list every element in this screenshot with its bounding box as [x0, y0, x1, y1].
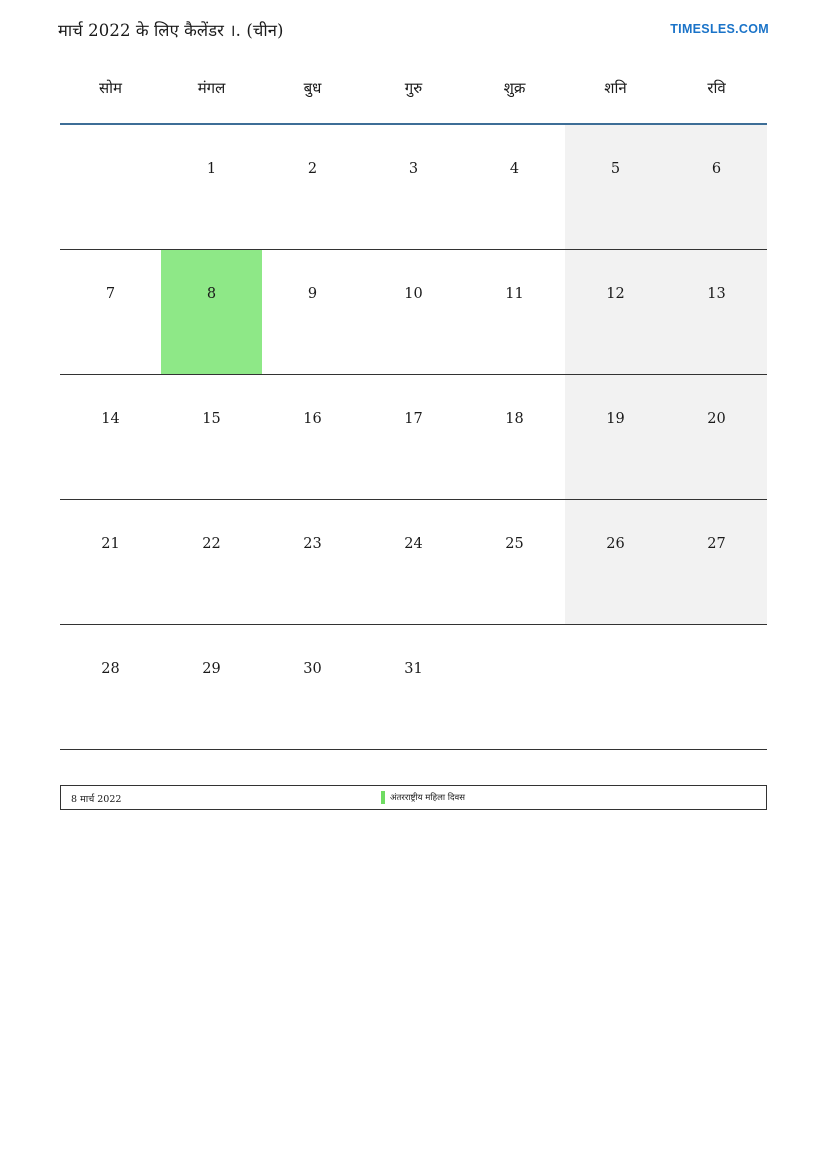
day-cell[interactable]	[60, 499, 161, 624]
calendar-header-row	[60, 78, 767, 124]
day-number: 30	[303, 660, 322, 677]
day-number: 8	[206, 285, 217, 302]
weekday-header-thu: गुरु	[404, 79, 423, 97]
day-cell[interactable]	[464, 374, 565, 499]
day-cell[interactable]	[363, 374, 464, 499]
day-number	[666, 625, 767, 661]
day-cell[interactable]	[161, 499, 262, 624]
legend-box	[60, 785, 767, 810]
day-cell[interactable]	[363, 624, 464, 749]
calendar-body	[60, 124, 767, 749]
day-number: 19	[606, 410, 625, 427]
day-number: 16	[303, 410, 322, 427]
legend-color-swatch	[381, 791, 385, 804]
page-header	[0, 18, 827, 52]
day-cell[interactable]	[464, 499, 565, 624]
day-number: 29	[202, 660, 221, 677]
day-cell-weekend[interactable]	[565, 124, 666, 249]
day-number: 9	[307, 285, 318, 302]
weekday-header-fri: शुक्र	[503, 79, 526, 97]
day-cell[interactable]	[60, 624, 161, 749]
day-cell[interactable]	[363, 499, 464, 624]
calendar-week-row	[60, 374, 767, 499]
weekday-header-sat: शनि	[604, 79, 627, 97]
page-title: मार्च 2022 के लिए कैलेंडर ।. (चीन)	[58, 21, 284, 40]
day-number: 20	[707, 410, 726, 427]
day-cell[interactable]	[262, 374, 363, 499]
day-cell[interactable]	[363, 249, 464, 374]
day-number: 28	[101, 660, 120, 677]
day-number: 2	[307, 161, 318, 177]
weekday-header-mon: सोम	[99, 79, 122, 97]
day-cell-weekend[interactable]	[666, 374, 767, 499]
day-cell[interactable]	[262, 124, 363, 249]
day-cell-highlighted[interactable]	[161, 249, 262, 374]
day-number: 14	[101, 410, 120, 427]
day-cell[interactable]	[60, 374, 161, 499]
calendar-week-row	[60, 249, 767, 374]
day-number: 12	[606, 285, 625, 302]
day-number: 4	[509, 161, 520, 177]
day-cell[interactable]	[262, 624, 363, 749]
day-cell-weekend[interactable]	[565, 374, 666, 499]
day-cell-weekend[interactable]	[565, 499, 666, 624]
day-cell[interactable]	[161, 124, 262, 249]
day-cell[interactable]	[464, 249, 565, 374]
day-cell[interactable]	[161, 624, 262, 749]
day-number: 27	[707, 535, 726, 552]
day-number: 21	[101, 535, 120, 552]
day-number	[464, 625, 565, 661]
day-cell[interactable]	[60, 124, 161, 249]
weekday-header-wed: बुध	[303, 79, 322, 97]
weekday-header-tue: मंगल	[197, 79, 226, 97]
day-number	[60, 125, 161, 161]
day-cell[interactable]	[464, 124, 565, 249]
day-number: 31	[404, 660, 423, 677]
day-number: 3	[408, 161, 419, 177]
day-number: 7	[105, 285, 116, 302]
day-number: 24	[404, 535, 423, 552]
day-number: 23	[303, 535, 322, 552]
day-number: 17	[404, 410, 423, 427]
calendar-table	[60, 78, 767, 750]
day-number: 6	[711, 161, 722, 177]
day-cell-weekend[interactable]	[666, 499, 767, 624]
legend-entry-label: अंतरराष्ट्रीय महिला दिवस	[390, 793, 465, 803]
day-cell[interactable]	[363, 124, 464, 249]
day-cell[interactable]	[464, 624, 565, 749]
day-cell[interactable]	[262, 499, 363, 624]
day-cell[interactable]	[666, 624, 767, 749]
day-cell-weekend[interactable]	[565, 249, 666, 374]
day-number: 26	[606, 535, 625, 552]
legend-entry	[381, 791, 465, 804]
day-cell-weekend[interactable]	[666, 249, 767, 374]
calendar-week-row	[60, 124, 767, 249]
day-number: 5	[610, 161, 621, 177]
day-cell-weekend[interactable]	[666, 124, 767, 249]
day-number: 1	[206, 161, 217, 177]
day-number: 18	[505, 410, 524, 427]
calendar-week-row	[60, 624, 767, 749]
weekday-header-sun: रवि	[707, 79, 726, 97]
day-cell[interactable]	[60, 249, 161, 374]
day-cell[interactable]	[565, 624, 666, 749]
day-number: 10	[404, 285, 423, 302]
brand-link[interactable]: TIMESLES.COM	[670, 22, 769, 36]
day-number: 25	[505, 535, 524, 552]
calendar-grid	[60, 78, 767, 750]
calendar-week-row	[60, 499, 767, 624]
legend-date: 8 मार्च 2022	[71, 794, 122, 805]
day-cell[interactable]	[161, 374, 262, 499]
day-number: 15	[202, 410, 221, 427]
day-number: 13	[707, 285, 726, 302]
day-number: 22	[202, 535, 221, 552]
day-number	[565, 625, 666, 661]
day-cell[interactable]	[262, 249, 363, 374]
day-number: 11	[505, 285, 524, 302]
